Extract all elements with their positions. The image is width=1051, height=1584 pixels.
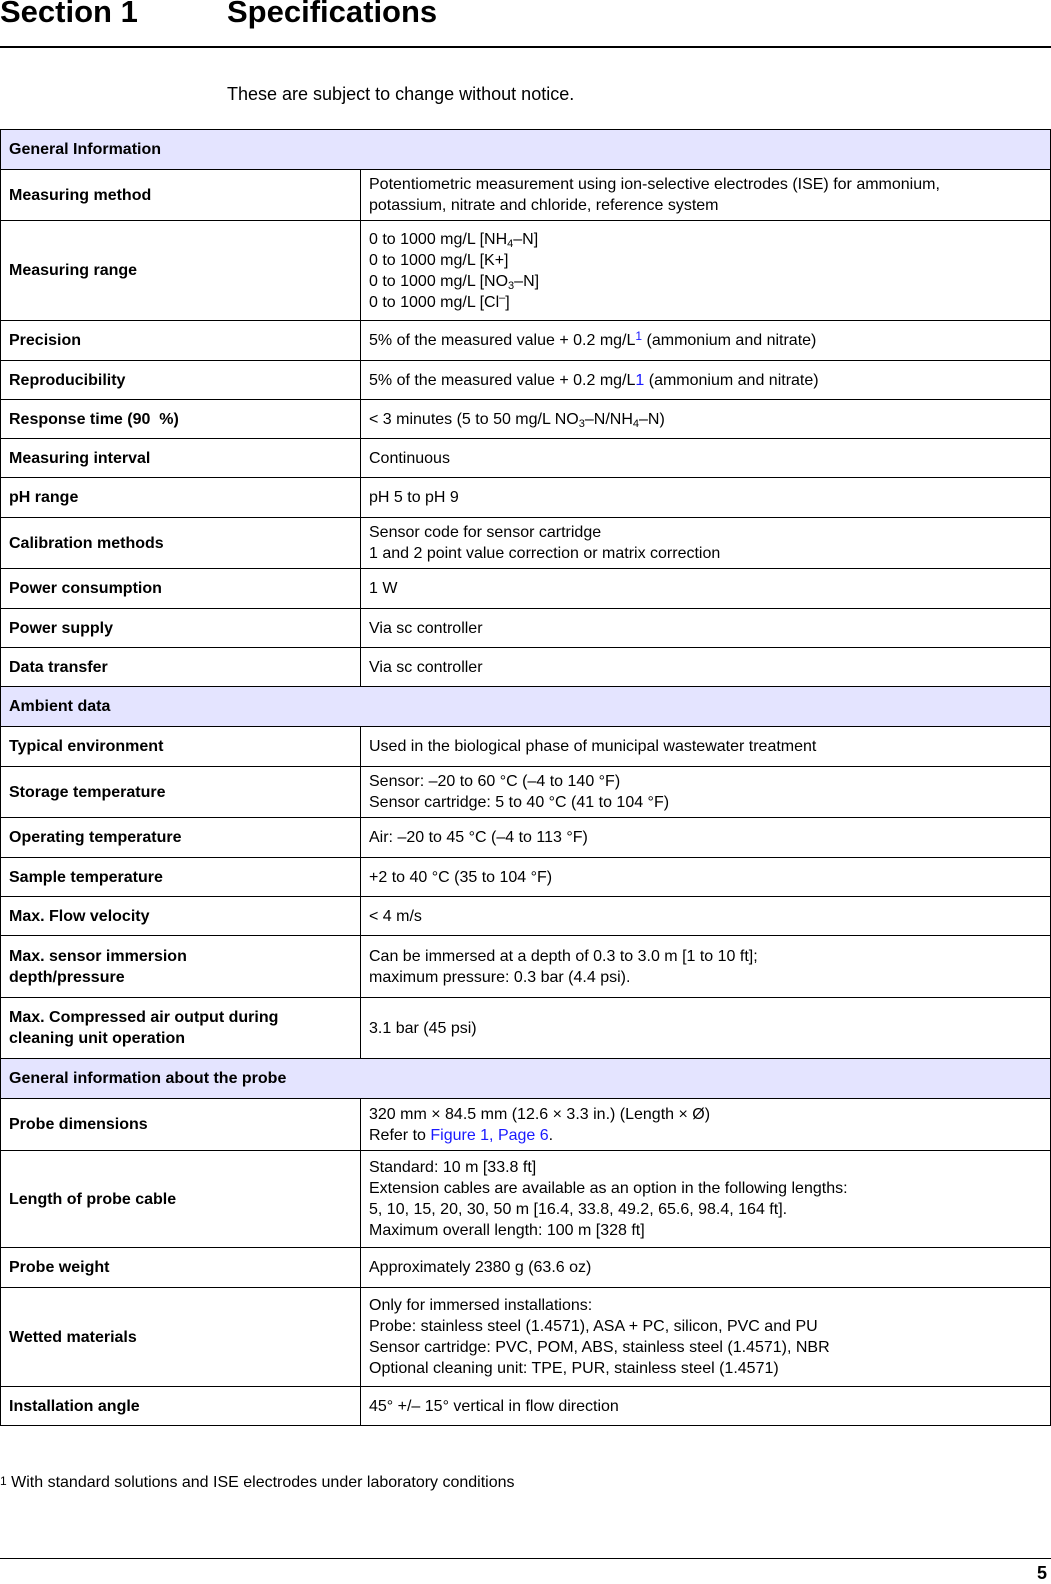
table-row [1, 858, 1051, 897]
specifications-table [0, 129, 1051, 1426]
row-label: Measuring interval [1, 439, 361, 478]
table-row [1, 1248, 1051, 1288]
row-value: +2 to 40 °C (35 to 104 °F) [361, 858, 1051, 897]
table-row [1, 1387, 1051, 1426]
row-label: Precision [1, 321, 361, 361]
row-label: Data transfer [1, 648, 361, 687]
row-value: Sensor code for sensor cartridge 1 and 2 point value correction or matrix correction [361, 518, 1051, 569]
figure-link[interactable]: Figure 1, Page 6 [430, 1126, 549, 1144]
row-label: Storage temperature [1, 767, 361, 818]
row-value: Only for immersed installations: Probe: stainless steel (1.4571), ASA + PC, silicon, PVC and PU Sensor cartridge: PVC, POM, ABS, stainless steel (1.4571), NBR Optional cleaning unit: TPE, PUR, stainless steel (1.4571) [361, 1288, 1051, 1387]
row-label: Max. Compressed air output during cleaning unit operation [1, 998, 361, 1059]
row-label: Sample temperature [1, 858, 361, 897]
footer-rule [0, 1558, 1051, 1559]
table-row [1, 648, 1051, 687]
row-value: Air: –20 to 45 °C (–4 to 113 °F) [361, 818, 1051, 858]
row-value: < 3 minutes (5 to 50 mg/L $NO_3-N/NH_4-N$) [361, 400, 1051, 439]
intro-text: These are subject to change without notice. [227, 84, 575, 104]
footnote-number: 1 [0, 1474, 7, 1488]
table-row [1, 1288, 1051, 1387]
row-value: 5% of the measured value + 0.2 mg/L1 (ammonium and nitrate) [361, 361, 1051, 400]
row-label: Measuring range [1, 221, 361, 321]
row-value: 0 to 1000 mg/L $[NH_4-N]$ 0 to 1000 mg/L [K+] 0 to 1000 mg/L $[NO_3-N]$ 0 to 1000 mg/L [Cl–] [361, 221, 1051, 321]
group-header-general: General Information [1, 130, 1051, 170]
row-label: Calibration methods [1, 518, 361, 569]
row-value: 45° +/– 15° vertical in flow direction [361, 1387, 1051, 1426]
row-label: Typical environment [1, 727, 361, 767]
row-value: pH 5 to pH 9 [361, 478, 1051, 518]
row-value: Used in the biological phase of municipal wastewater treatment [361, 727, 1051, 767]
row-value: < 4 m/s [361, 897, 1051, 936]
row-label: Length of probe cable [1, 1151, 361, 1248]
table-row [1, 400, 1051, 439]
row-label: Max. sensor immersion depth/pressure [1, 936, 361, 998]
row-value: Can be immersed at a depth of 0.3 to 3.0 m [1 to 10 ft]; maximum pressure: 0.3 bar (4.4 psi). [361, 936, 1051, 998]
table-row [1, 569, 1051, 609]
table-row [1, 897, 1051, 936]
row-label: Installation angle [1, 1387, 361, 1426]
row-label: Power consumption [1, 569, 361, 609]
section-header [0, 0, 1051, 48]
row-label: Probe dimensions [1, 1099, 361, 1151]
row-value: Potentiometric measurement using ion-selective electrodes (ISE) for ammonium, potassium, nitrate and chloride, reference system [361, 170, 1051, 221]
table-row [1, 936, 1051, 998]
table-row [1, 439, 1051, 478]
page-number: 5 [1036, 1563, 1047, 1583]
row-label: Measuring method [1, 170, 361, 221]
row-label: Max. Flow velocity [1, 897, 361, 936]
table-row [1, 767, 1051, 818]
row-value: 3.1 bar (45 psi) [361, 998, 1051, 1059]
row-label: pH range [1, 478, 361, 518]
footnote-text: With standard solutions and ISE electrodes under laboratory conditions [6, 1474, 515, 1491]
row-value: 5% of the measured value + 0.2 mg/L$^1$ (ammonium and nitrate) [361, 321, 1051, 361]
row-value: 1 W [361, 569, 1051, 609]
row-label: Power supply [1, 609, 361, 648]
table-row [1, 1151, 1051, 1248]
table-row [1, 518, 1051, 569]
section-number: Section 1 [0, 0, 138, 29]
table-row [1, 727, 1051, 767]
table-row [1, 478, 1051, 518]
row-value: Via sc controller [361, 648, 1051, 687]
row-label: Response time (90 %) [1, 400, 361, 439]
row-value: Via sc controller [361, 609, 1051, 648]
section-title: Specifications [227, 0, 438, 29]
row-label: Wetted materials [1, 1288, 361, 1387]
row-value: Standard: 10 m [33.8 ft] Extension cables are available as an option in the following lengths: 5, 10, 15, 20, 30, 50 m [16.4, 33.8, 49.2, 65.6, 98.4, 164 ft]. Maximum overall length: 100 m [328 ft] [361, 1151, 1051, 1248]
table-row [1, 609, 1051, 648]
row-label: Reproducibility [1, 361, 361, 400]
table-row [1, 321, 1051, 361]
table-row [1, 818, 1051, 858]
table-row [1, 221, 1051, 321]
row-value: Approximately 2380 g (63.6 oz) [361, 1248, 1051, 1288]
group-header-probe: General information about the probe [1, 1059, 1051, 1099]
row-label: Probe weight [1, 1248, 361, 1288]
group-header-ambient: Ambient data [1, 687, 1051, 727]
table-row [1, 1099, 1051, 1151]
footnote [0, 1474, 515, 1492]
footnote-ref-link[interactable]: 1 [635, 371, 645, 389]
table-row [1, 170, 1051, 221]
table-row [1, 361, 1051, 400]
row-value: 320 mm × 84.5 mm (12.6 × 3.3 in.) (Length × Ø) Refer to Figure 1, Page 6. [361, 1099, 1051, 1151]
footnote-ref-link[interactable]: 1 [635, 329, 643, 343]
row-label: Operating temperature [1, 818, 361, 858]
row-value: Continuous [361, 439, 1051, 478]
row-value: Sensor: –20 to 60 °C (–4 to 140 °F) Sensor cartridge: 5 to 40 °C (41 to 104 °F) [361, 767, 1051, 818]
table-row [1, 998, 1051, 1059]
